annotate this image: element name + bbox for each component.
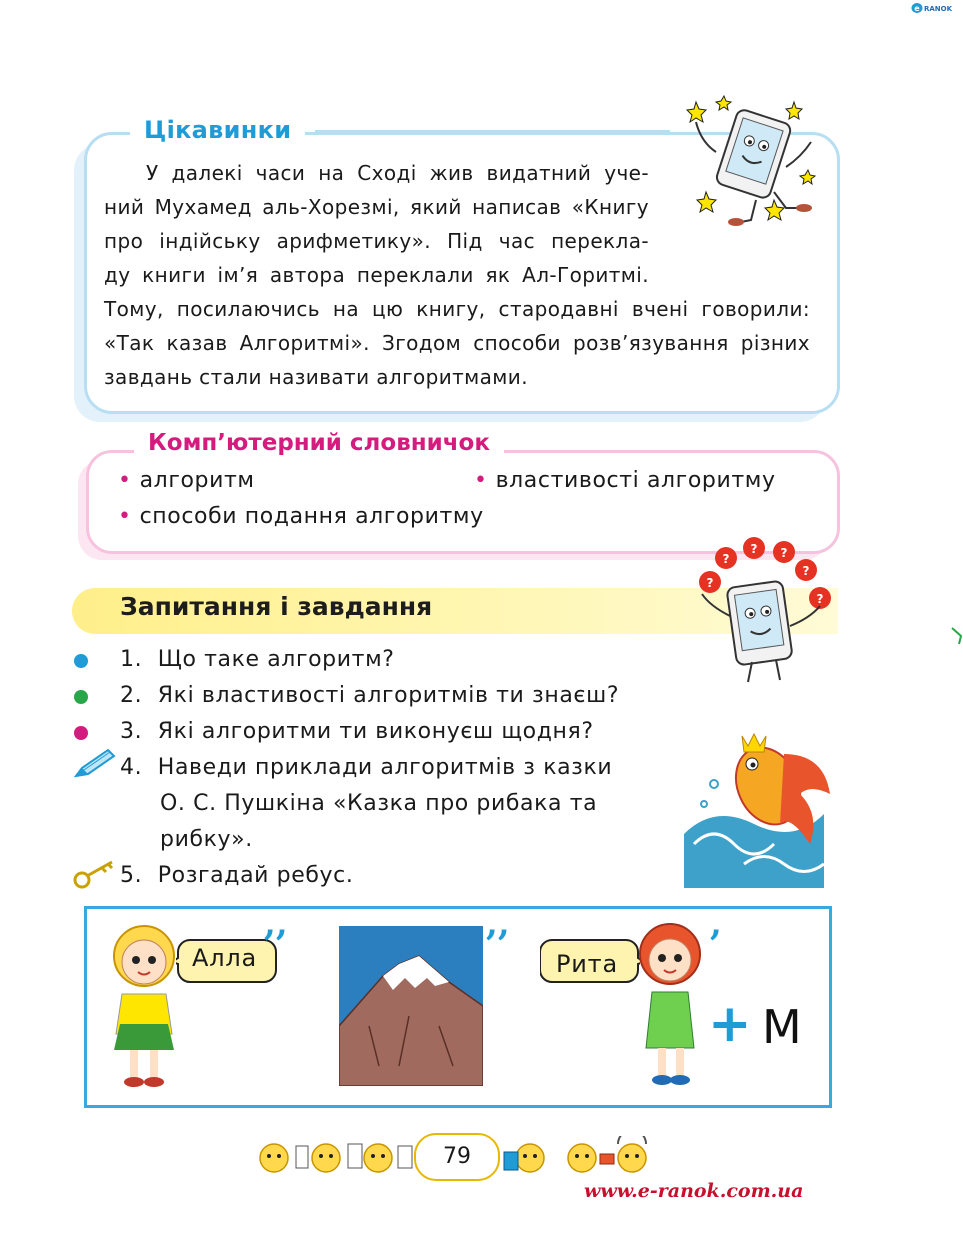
- bubble-2-text: Рита: [556, 950, 618, 978]
- blue-dot-icon: [74, 654, 88, 668]
- tablet-mascot-illustration: [676, 92, 826, 227]
- facts-line-7: завдань стали називати алгоритмами.: [104, 365, 528, 389]
- glossary-item-label: способи подання алгоритму: [139, 504, 484, 529]
- svg-text:?: ?: [802, 564, 810, 578]
- question-number: 5.: [120, 863, 143, 888]
- glossary-title: Комп’ютерний словничок: [134, 430, 504, 456]
- question-text: Які алгоритми ти виконуєш щодня?: [157, 719, 594, 744]
- facts-line-6: «Так казав Алгоритмі». Згодом способи розв’язування різних: [104, 331, 810, 355]
- question-2: [120, 678, 619, 714]
- bubble-1-text: Алла: [192, 944, 258, 972]
- question-5: [120, 858, 353, 894]
- facts-line-2: ний Мухамед аль-Хорезмі, який написав «Книгу: [104, 195, 649, 219]
- question-text: Наведи приклади алгоритмів з казки: [157, 755, 613, 780]
- svg-text:?: ?: [722, 552, 730, 566]
- bullet: •: [118, 504, 132, 529]
- svg-text:RANOK: RANOK: [924, 5, 953, 13]
- edge-mark-icon: [950, 626, 963, 646]
- facts-title-rule: [315, 130, 670, 133]
- facts-line-3: про індійську арифметику». Під час перекла-: [104, 229, 649, 253]
- question-3: [120, 714, 594, 750]
- question-number: 2.: [120, 683, 143, 708]
- facts-title: Цікавинки: [130, 116, 305, 144]
- svg-text:?: ?: [780, 546, 788, 560]
- question-number: 1.: [120, 647, 143, 672]
- question-number: 4.: [120, 755, 143, 780]
- comma-mark-2: ,,: [486, 904, 510, 944]
- comma-mark-3: ,: [710, 904, 722, 944]
- facts-line-1: У далекі часи на Сході жив видатний уче-: [146, 161, 649, 185]
- facts-line-5: Тому, посилаючись на цю книгу, стародавні вчені говорили:: [104, 297, 810, 321]
- glossary-item: [118, 504, 484, 529]
- mountain-illustration: [339, 926, 483, 1086]
- question-text: Розгадай ребус.: [157, 863, 354, 888]
- svg-text:?: ?: [706, 576, 714, 590]
- ranok-logo: [911, 2, 959, 14]
- page-number: 79: [414, 1133, 500, 1181]
- question-number: 3.: [120, 719, 143, 744]
- footer-mascots-right: [500, 1136, 660, 1178]
- question-1: [120, 642, 395, 678]
- bullet: •: [118, 468, 132, 493]
- svg-text:e: e: [914, 4, 920, 13]
- questions-title: Запитання і завдання: [120, 592, 433, 621]
- girl-redhead-illustration: [628, 914, 712, 1094]
- pencil-icon: [72, 746, 118, 780]
- question-4: [120, 750, 612, 786]
- glossary-item-label: алгоритм: [139, 468, 255, 493]
- svg-text:?: ?: [816, 592, 824, 606]
- question-4-cont-1: О. С. Пушкіна «Казка про рибака та: [160, 791, 598, 816]
- goldfish-illustration: [684, 724, 836, 888]
- question-4-cont-2: рибку».: [160, 827, 253, 852]
- magenta-dot-icon: [74, 726, 88, 740]
- rebus-letter: М: [762, 1000, 802, 1054]
- glossary-item-label: властивості алгоритму: [495, 468, 776, 493]
- comma-mark-1: ,,: [264, 904, 288, 944]
- bullet: •: [474, 468, 488, 493]
- key-icon: [72, 858, 118, 890]
- svg-text:?: ?: [750, 542, 758, 556]
- website-link[interactable]: www.e-ranok.com.ua: [584, 1180, 804, 1202]
- glossary-item: [474, 468, 776, 493]
- green-dot-icon: [74, 690, 88, 704]
- plus-sign: +: [708, 994, 752, 1054]
- footer-mascots-left: [256, 1136, 414, 1178]
- juggling-mascot-illustration: [690, 536, 836, 688]
- question-text: Які властивості алгоритмів ти знаєш?: [157, 683, 620, 708]
- question-text: Що таке алгоритм?: [157, 647, 395, 672]
- glossary-item: [118, 468, 255, 493]
- facts-line-4: ду книги ім’я автора переклали як Ал-Горитмі.: [104, 263, 649, 287]
